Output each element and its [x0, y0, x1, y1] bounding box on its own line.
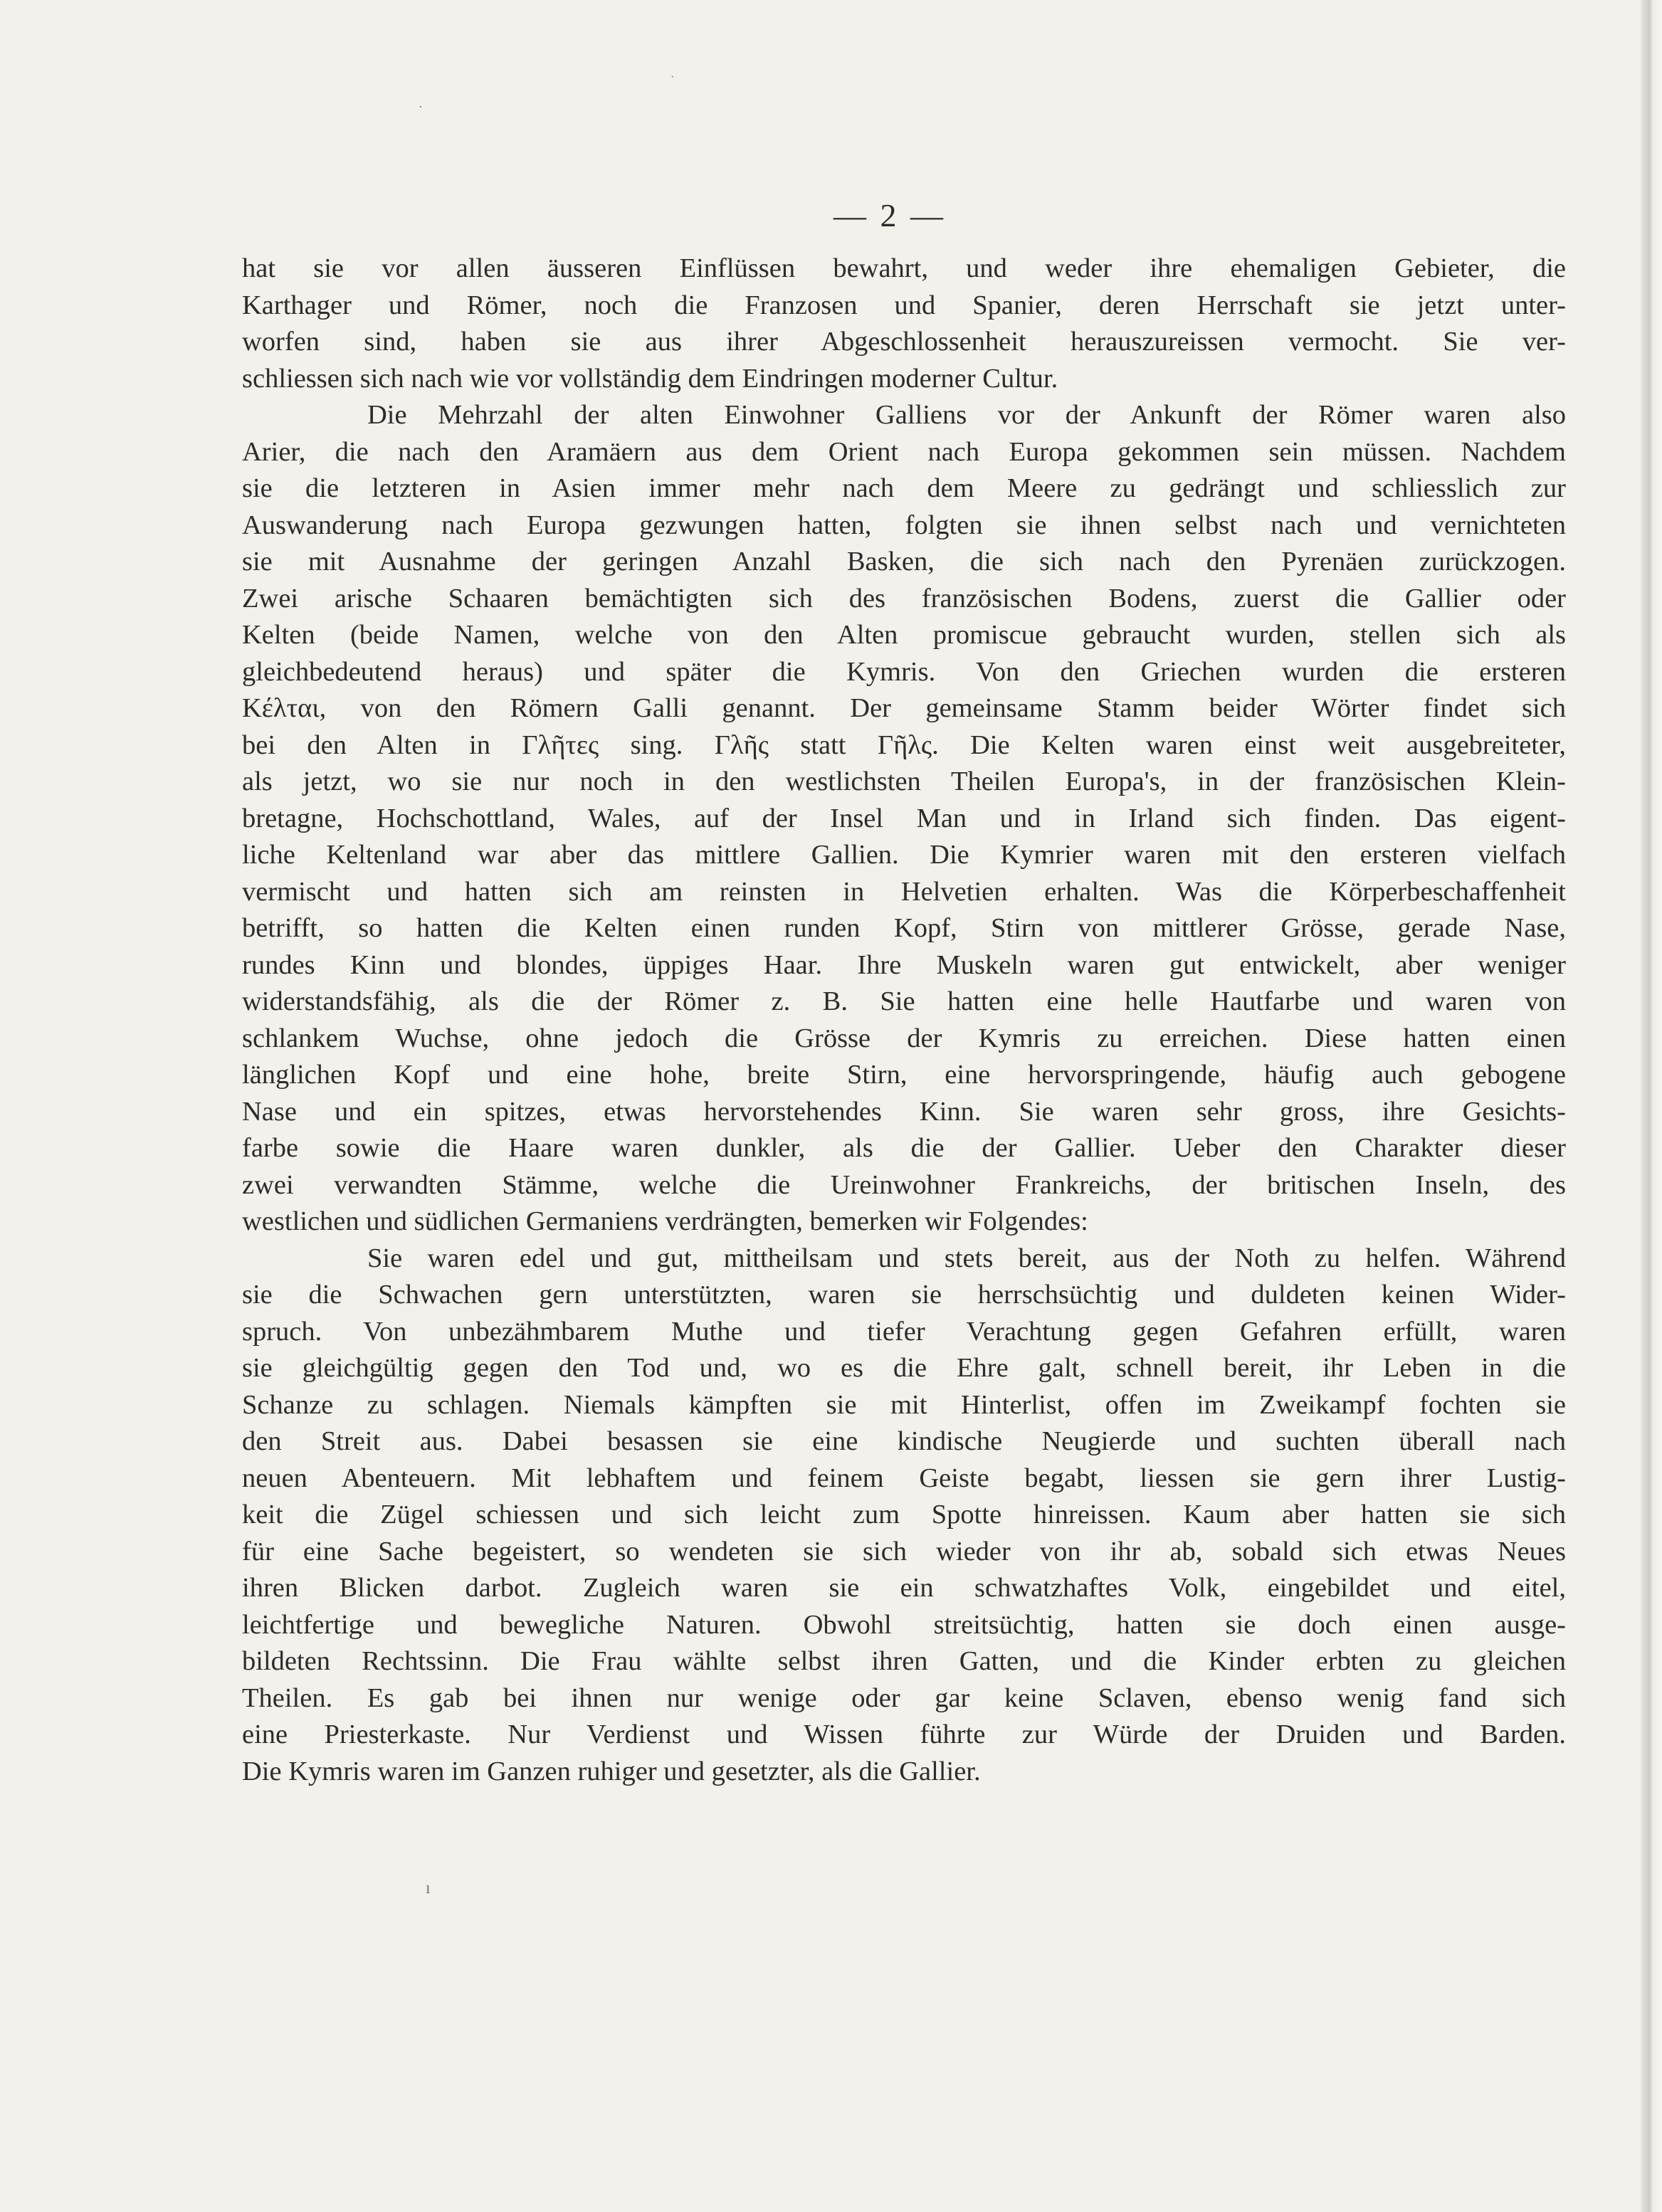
text-line: eine Priesterkaste. Nur Verdienst und Wissen führte zur Würde der Druiden und Barden.: [242, 1719, 1566, 1749]
text-line: keit die Zügel schiessen und sich leicht zum Spotte hinreissen. Kaum aber hatten sie sich: [242, 1500, 1566, 1529]
text-line: sie die letzteren in Asien immer mehr nach dem Meere zu gedrängt und schliesslich zur: [242, 473, 1566, 503]
text-line: bildeten Rechtssinn. Die Frau wählte selbst ihren Gatten, und die Kinder erbten zu gleichen: [242, 1646, 1566, 1676]
page-binding-edge: [1641, 0, 1662, 2212]
text-line: bei den Alten in Γλῆτες sing. Γλῆς statt Γῆλς. Die Kelten waren einst weit ausgebreiteter,: [242, 730, 1566, 760]
text-line: farbe sowie die Haare waren dunkler, als die der Gallier. Ueber den Charakter dieser: [242, 1133, 1566, 1163]
text-line: länglichen Kopf und eine hohe, breite Stirn, eine hervorspringende, häufig auch gebogene: [242, 1060, 1566, 1090]
text-line: vermischt und hatten sich am reinsten in Helvetien erhalten. Was die Körperbeschaffenheit: [242, 876, 1566, 907]
text-line: betrifft, so hatten die Kelten einen runden Kopf, Stirn von mittlerer Grösse, gerade Nase,: [242, 913, 1566, 943]
paper-speck: ı: [426, 1879, 431, 1897]
text-line: Κέλται, von den Römern Galli genannt. Der gemeinsame Stamm beider Wörter findet sich: [242, 693, 1566, 723]
text-line: Schanze zu schlagen. Niemals kämpften sie mit Hinterlist, offen im Zweikampf fochten sie: [242, 1389, 1566, 1420]
text-line: neuen Abenteuern. Mit lebhaftem und feinem Geiste begabt, liessen sie gern ihrer Lustig-: [242, 1463, 1566, 1493]
text-line: Nase und ein spitzes, etwas hervorstehendes Kinn. Sie waren sehr gross, ihre Gesichts-: [242, 1096, 1566, 1127]
text-line: als jetzt, wo sie nur noch in den westlichsten Theilen Europa's, in der französischen Klein-: [242, 767, 1566, 796]
text-line: Zwei arische Schaaren bemächtigten sich des französischen Bodens, zuerst die Gallier oder: [242, 583, 1566, 613]
text-line: zwei verwandten Stämme, welche die Ureinwohner Frankreichs, der britischen Inseln, des: [242, 1169, 1566, 1200]
text-line: Karthager und Römer, noch die Franzosen und Spanier, deren Herrschaft sie jetzt unter-: [242, 290, 1566, 320]
text-line: ihren Blicken darbot. Zugleich waren sie ein schwatzhaftes Volk, eingebildet und eitel,: [242, 1573, 1566, 1603]
text-line: Kelten (beide Namen, welche von den Alten promiscue gebraucht wurden, stellen sich als: [242, 620, 1566, 650]
text-line: Arier, die nach den Aramäern aus dem Orient nach Europa gekommen sein müssen. Nachdem: [242, 436, 1566, 467]
page-number: — 2 —: [833, 197, 946, 233]
text-line: sie die Schwachen gern unterstützten, waren sie herrschsüchtig und duldeten keinen Wider-: [242, 1280, 1566, 1310]
text-line: gleichbedeutend heraus) und später die Kymris. Von den Griechen wurden die ersteren: [242, 656, 1566, 687]
text-line: sie gleichgültig gegen den Tod und, wo es die Ehre galt, schnell bereit, ihr Leben in die: [242, 1353, 1566, 1383]
text-line: sie mit Ausnahme der geringen Anzahl Basken, die sich nach den Pyrenäen zurückzogen.: [242, 547, 1566, 576]
text-line: rundes Kinn und blondes, üppiges Haar. Ihre Muskeln waren gut entwickelt, aber weniger: [242, 949, 1566, 980]
text-line: bretagne, Hochschottland, Wales, auf der Insel Man und in Irland sich finden. Das eigent-: [242, 803, 1566, 833]
paper-speck: ·: [419, 100, 423, 114]
text-line: westlichen und südlichen Germaniens verdrängten, bemerken wir Folgendes:: [242, 1206, 1088, 1236]
body-text: [242, 251, 1566, 1790]
text-line: schliessen sich nach wie vor vollständig dem Eindringen moderner Cultur.: [242, 363, 1058, 394]
paper-speck: ·: [670, 71, 675, 83]
text-line: Theilen. Es gab bei ihnen nur wenige oder gar keine Sclaven, ebenso wenig fand sich: [242, 1682, 1566, 1713]
text-line: für eine Sache begeistert, so wendeten sie sich wieder von ihr ab, sobald sich etwas Neues: [242, 1536, 1566, 1566]
text-line: den Streit aus. Dabei besassen sie eine kindische Neugierde und suchten überall nach: [242, 1426, 1566, 1456]
text-line: Auswanderung nach Europa gezwungen hatten, folgten sie ihnen selbst nach und vernichteten: [242, 510, 1566, 540]
text-line: widerstandsfähig, als die der Römer z. B. Sie hatten eine helle Hautfarbe und waren von: [242, 986, 1566, 1016]
text-line: Die Kymris waren im Ganzen ruhiger und gesetzter, als die Gallier.: [242, 1756, 981, 1786]
paragraph-start-line: Die Mehrzahl der alten Einwohner Galliens vor der Ankunft der Römer waren also: [367, 400, 1566, 430]
text-line: leichtfertige und bewegliche Naturen. Obwohl streitsüchtig, hatten sie doch einen ausge-: [242, 1609, 1566, 1640]
text-line: worfen sind, haben sie aus ihrer Abgeschlossenheit herauszureissen vermocht. Sie ver-: [242, 327, 1566, 357]
text-line: spruch. Von unbezähmbarem Muthe und tiefer Verachtung gegen Gefahren erfüllt, waren: [242, 1316, 1566, 1347]
text-line: liche Keltenland war aber das mittlere Gallien. Die Kymrier waren mit den ersteren vielfach: [242, 840, 1566, 870]
text-line: hat sie vor allen äusseren Einflüssen bewahrt, und weder ihre ehemaligen Gebieter, die: [242, 253, 1566, 283]
paragraph-start-line: Sie waren edel und gut, mittheilsam und stets bereit, aus der Noth zu helfen. Während: [367, 1243, 1566, 1273]
text-line: schlankem Wuchse, ohne jedoch die Grösse der Kymris zu erreichen. Diese hatten einen: [242, 1023, 1566, 1053]
